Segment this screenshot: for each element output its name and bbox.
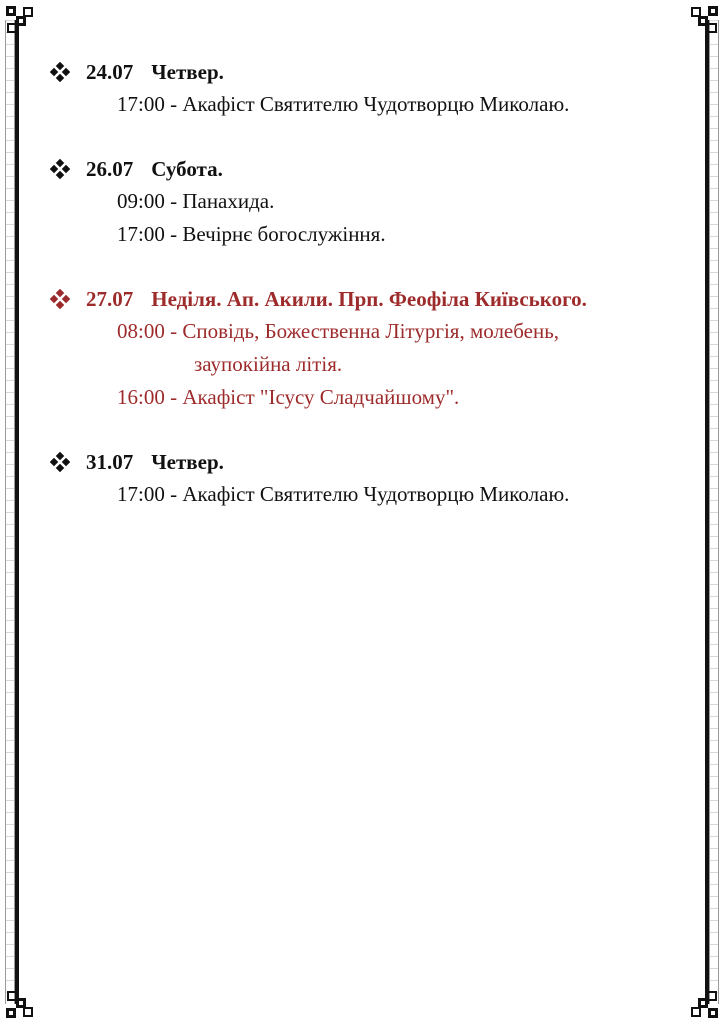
- service-line: 17:00 - Вечірнє богослужіння.: [117, 222, 386, 246]
- service-line: 16:00 - Акафіст "Ісусу Сладчайшому".: [117, 385, 460, 409]
- corner-ornament-icon: [2, 986, 38, 1022]
- entry-header: [50, 56, 690, 88]
- right-border-ornament: [704, 20, 720, 1004]
- diamond-bullet-icon: [50, 62, 70, 82]
- schedule-entry: [50, 56, 690, 121]
- schedule-entry: [50, 153, 690, 251]
- entry-day: Субота.: [151, 156, 223, 181]
- service-line: 09:00 - Панахида.: [117, 189, 275, 213]
- service-line: 17:00 - Акафіст Святителю Чудотворцю Миколаю.: [117, 482, 570, 506]
- entry-date: 31.07: [86, 449, 134, 474]
- corner-ornament-icon: [686, 2, 722, 38]
- diamond-bullet-icon: [50, 452, 70, 472]
- diamond-bullet-icon: [50, 159, 70, 179]
- entry-date: 24.07: [86, 59, 134, 84]
- schedule-entry: [50, 446, 690, 511]
- schedule-entry-sunday: [50, 283, 690, 414]
- service-line-continuation: заупокійна літія.: [194, 352, 343, 376]
- entry-day: Четвер.: [151, 59, 224, 84]
- entry-header: [50, 153, 690, 185]
- left-border-ornament: [4, 20, 20, 1004]
- corner-ornament-icon: [2, 2, 38, 38]
- entry-day: Четвер.: [151, 449, 224, 474]
- schedule-list: [50, 56, 690, 543]
- service-line: 08:00 - Сповідь, Божественна Літургія, молебень,: [117, 319, 560, 343]
- diamond-bullet-icon: [50, 289, 70, 309]
- entry-day: Неділя. Ап. Акили. Прп. Феофіла Київського.: [151, 286, 587, 311]
- entry-date: 26.07: [86, 156, 134, 181]
- entry-header: [50, 283, 690, 315]
- corner-ornament-icon: [686, 986, 722, 1022]
- entry-date: 27.07: [86, 286, 134, 311]
- service-line: 17:00 - Акафіст Святителю Чудотворцю Миколаю.: [117, 92, 570, 116]
- entry-header: [50, 446, 690, 478]
